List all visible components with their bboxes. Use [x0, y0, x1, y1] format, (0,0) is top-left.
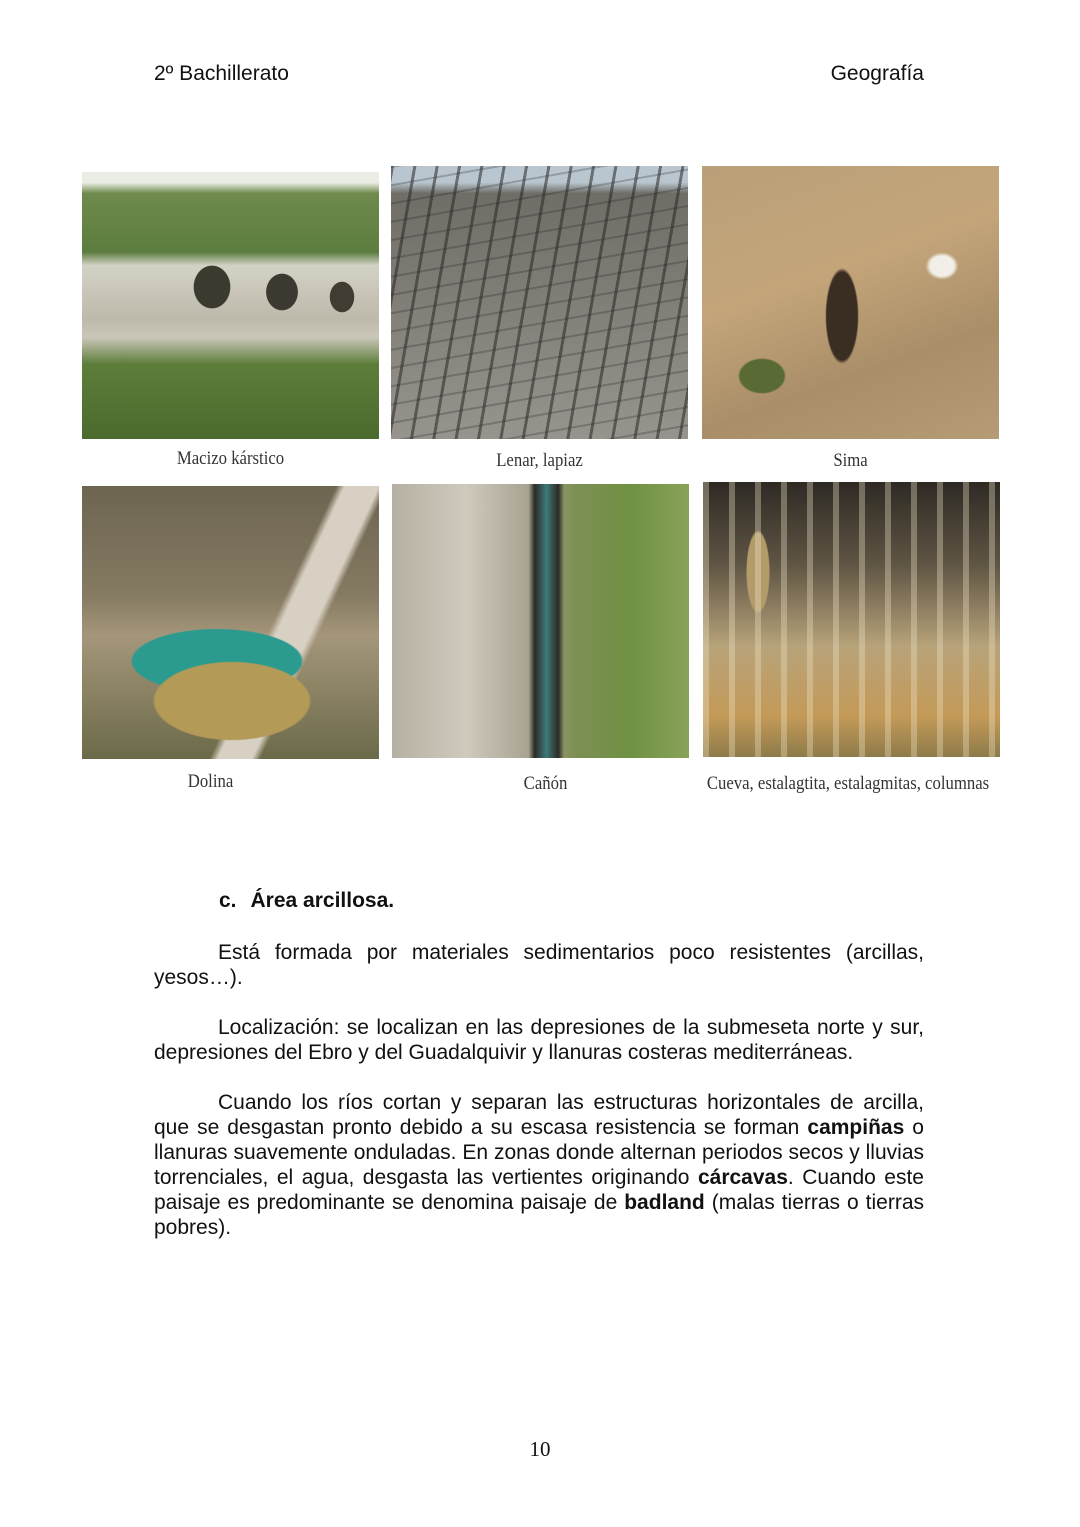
paragraph-landforms: [154, 1090, 924, 1240]
cave-stalactites-photo: [703, 482, 1000, 757]
term-carcavas: cárcavas: [697, 1166, 788, 1189]
doline-lake-photo: [82, 486, 379, 759]
sinkhole-shaft-photo: [702, 166, 999, 439]
figure-caption: Dolina: [187, 771, 234, 792]
paragraph-location: Localización: se localizan en las depresiones de la submeseta norte y sur, depresiones del Ebro y del Guadalquivir y llanuras costeras mediterráneas.: [154, 1016, 924, 1064]
term-campinas: campiñas: [807, 1116, 905, 1139]
header-course: 2º Bachillerato: [154, 62, 289, 85]
header-subject: Geografía: [830, 62, 924, 85]
text-run: (malas tierras o tierras pobres).: [154, 1191, 924, 1239]
text-run: . Cuando este paisaje es predominante se denomina paisaje de: [154, 1166, 924, 1214]
section-heading: [219, 889, 394, 913]
figure-caption: Sima: [833, 450, 868, 471]
figure-caption: Cañón: [523, 773, 568, 794]
karren-limestone-photo: [391, 166, 688, 439]
section-number: c.: [219, 889, 237, 912]
text-run: o llanuras suavemente onduladas. En zonas donde alternan periodos secos y lluvias torrenciales, el agua, desgasta las vertientes originando: [154, 1116, 924, 1189]
figure-caption: Macizo kárstico: [176, 448, 285, 469]
term-badland: badland: [624, 1191, 705, 1214]
figure-caption: Cueva, estalagtita, estalagmitas, columnas: [706, 773, 990, 794]
limestone-massif-photo: [82, 172, 379, 439]
paragraph-composition: Está formada por materiales sedimentarios poco resistentes (arcillas, yesos…).: [154, 941, 924, 989]
text-run: Cuando los ríos cortan y separan las estructuras horizontales de arcilla, que se desgastan pronto debido a su escasa resistencia se forman: [154, 1091, 924, 1139]
section-title: Área arcillosa.: [250, 889, 395, 912]
page-number: 10: [529, 1437, 551, 1461]
canyon-river-photo: [392, 484, 689, 758]
figure-caption: Lenar, lapiaz: [496, 450, 583, 471]
